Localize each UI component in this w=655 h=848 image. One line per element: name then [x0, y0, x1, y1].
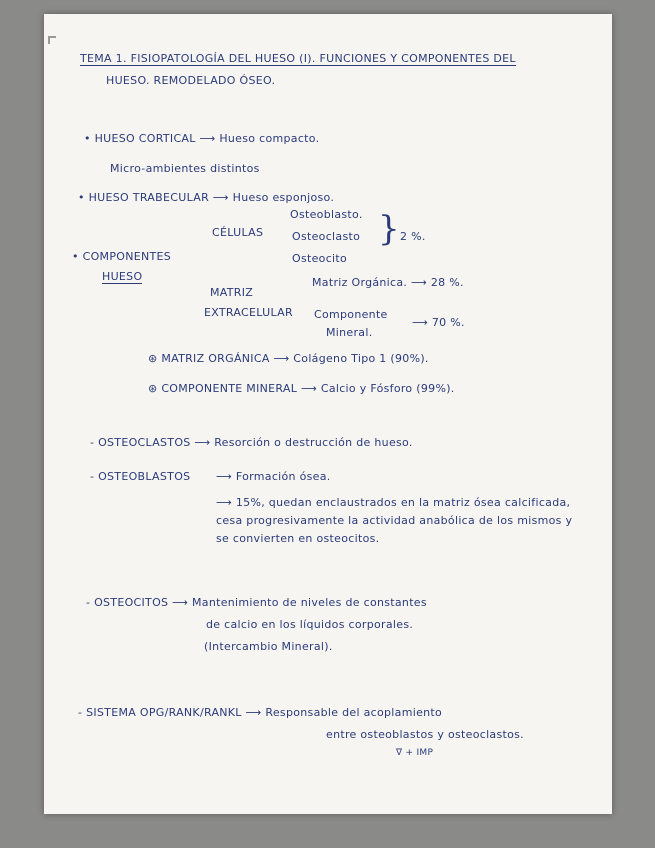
star-matriz-organica: ⊛ MATRIZ ORGÁNICA ⟶ Colágeno Tipo 1 (90%). [148, 352, 429, 365]
bullet-trabecular: • HUESO TRABECULAR ⟶ Hueso esponjoso. [78, 191, 335, 204]
celulas-label: CÉLULAS [212, 226, 264, 239]
bullet-componentes: • COMPONENTES [72, 250, 172, 263]
pct-celulas: 2 %. [400, 230, 426, 243]
title-line-1: TEMA 1. FISIOPATOLOGÍA DEL HUESO (I). FUNCIONES Y COMPONENTES DEL [80, 52, 516, 65]
title-line-2: HUESO. REMODELADO ÓSEO. [106, 74, 276, 87]
notebook-page [44, 14, 612, 814]
matriz-label: MATRIZ [210, 286, 254, 299]
star-componente-mineral: ⊛ COMPONENTE MINERAL ⟶ Calcio y Fósforo (99%). [148, 382, 455, 395]
osteocitos-line-2: de calcio en los líquidos corporales. [206, 618, 414, 631]
brace-icon: } [378, 209, 400, 249]
osteoblastos-label: - OSTEOBLASTOS [90, 470, 191, 483]
osteocitos-line: - OSTEOCITOS ⟶ Mantenimiento de niveles de constantes [86, 596, 427, 609]
mineral-label: Mineral. [326, 326, 373, 339]
matriz-organica: Matriz Orgánica. ⟶ 28 %. [312, 276, 464, 289]
extracelular-label: EXTRACELULAR [204, 306, 293, 319]
osteoclastos-line: - OSTEOCLASTOS ⟶ Resorción o destrucción de hueso. [90, 436, 413, 449]
micro-ambientes: Micro-ambientes distintos [110, 162, 260, 175]
hueso-label: HUESO [102, 270, 143, 283]
bullet-cortical: • HUESO CORTICAL ⟶ Hueso compacto. [84, 132, 320, 145]
osteoblastos-detalle: ⟶ 15%, quedan enclaustrados en la matriz ósea calcificada, cesa progresivamente la actividad anabólica de los mismos y se convierten en osteocitos. [216, 496, 573, 545]
osteoblasto-label: Osteoblasto. [290, 208, 363, 221]
osteocito-label: Osteocito [292, 252, 348, 265]
osteoblastos-formacion: ⟶ Formación ósea. [216, 470, 331, 483]
componente-label: Componente [314, 308, 388, 321]
osteocitos-line-3: (Intercambio Mineral). [204, 640, 333, 653]
page-corner-mark [48, 36, 56, 44]
pct-mineral: ⟶ 70 %. [412, 316, 465, 329]
tiny-annotation: ∇ + IMP [396, 748, 434, 758]
osteoclasto-label: Osteoclasto [292, 230, 361, 243]
sistema-line: - SISTEMA OPG/RANK/RANKL ⟶ Responsable del acoplamiento [78, 706, 443, 719]
sistema-line-2: entre osteoblastos y osteoclastos. [326, 728, 524, 741]
